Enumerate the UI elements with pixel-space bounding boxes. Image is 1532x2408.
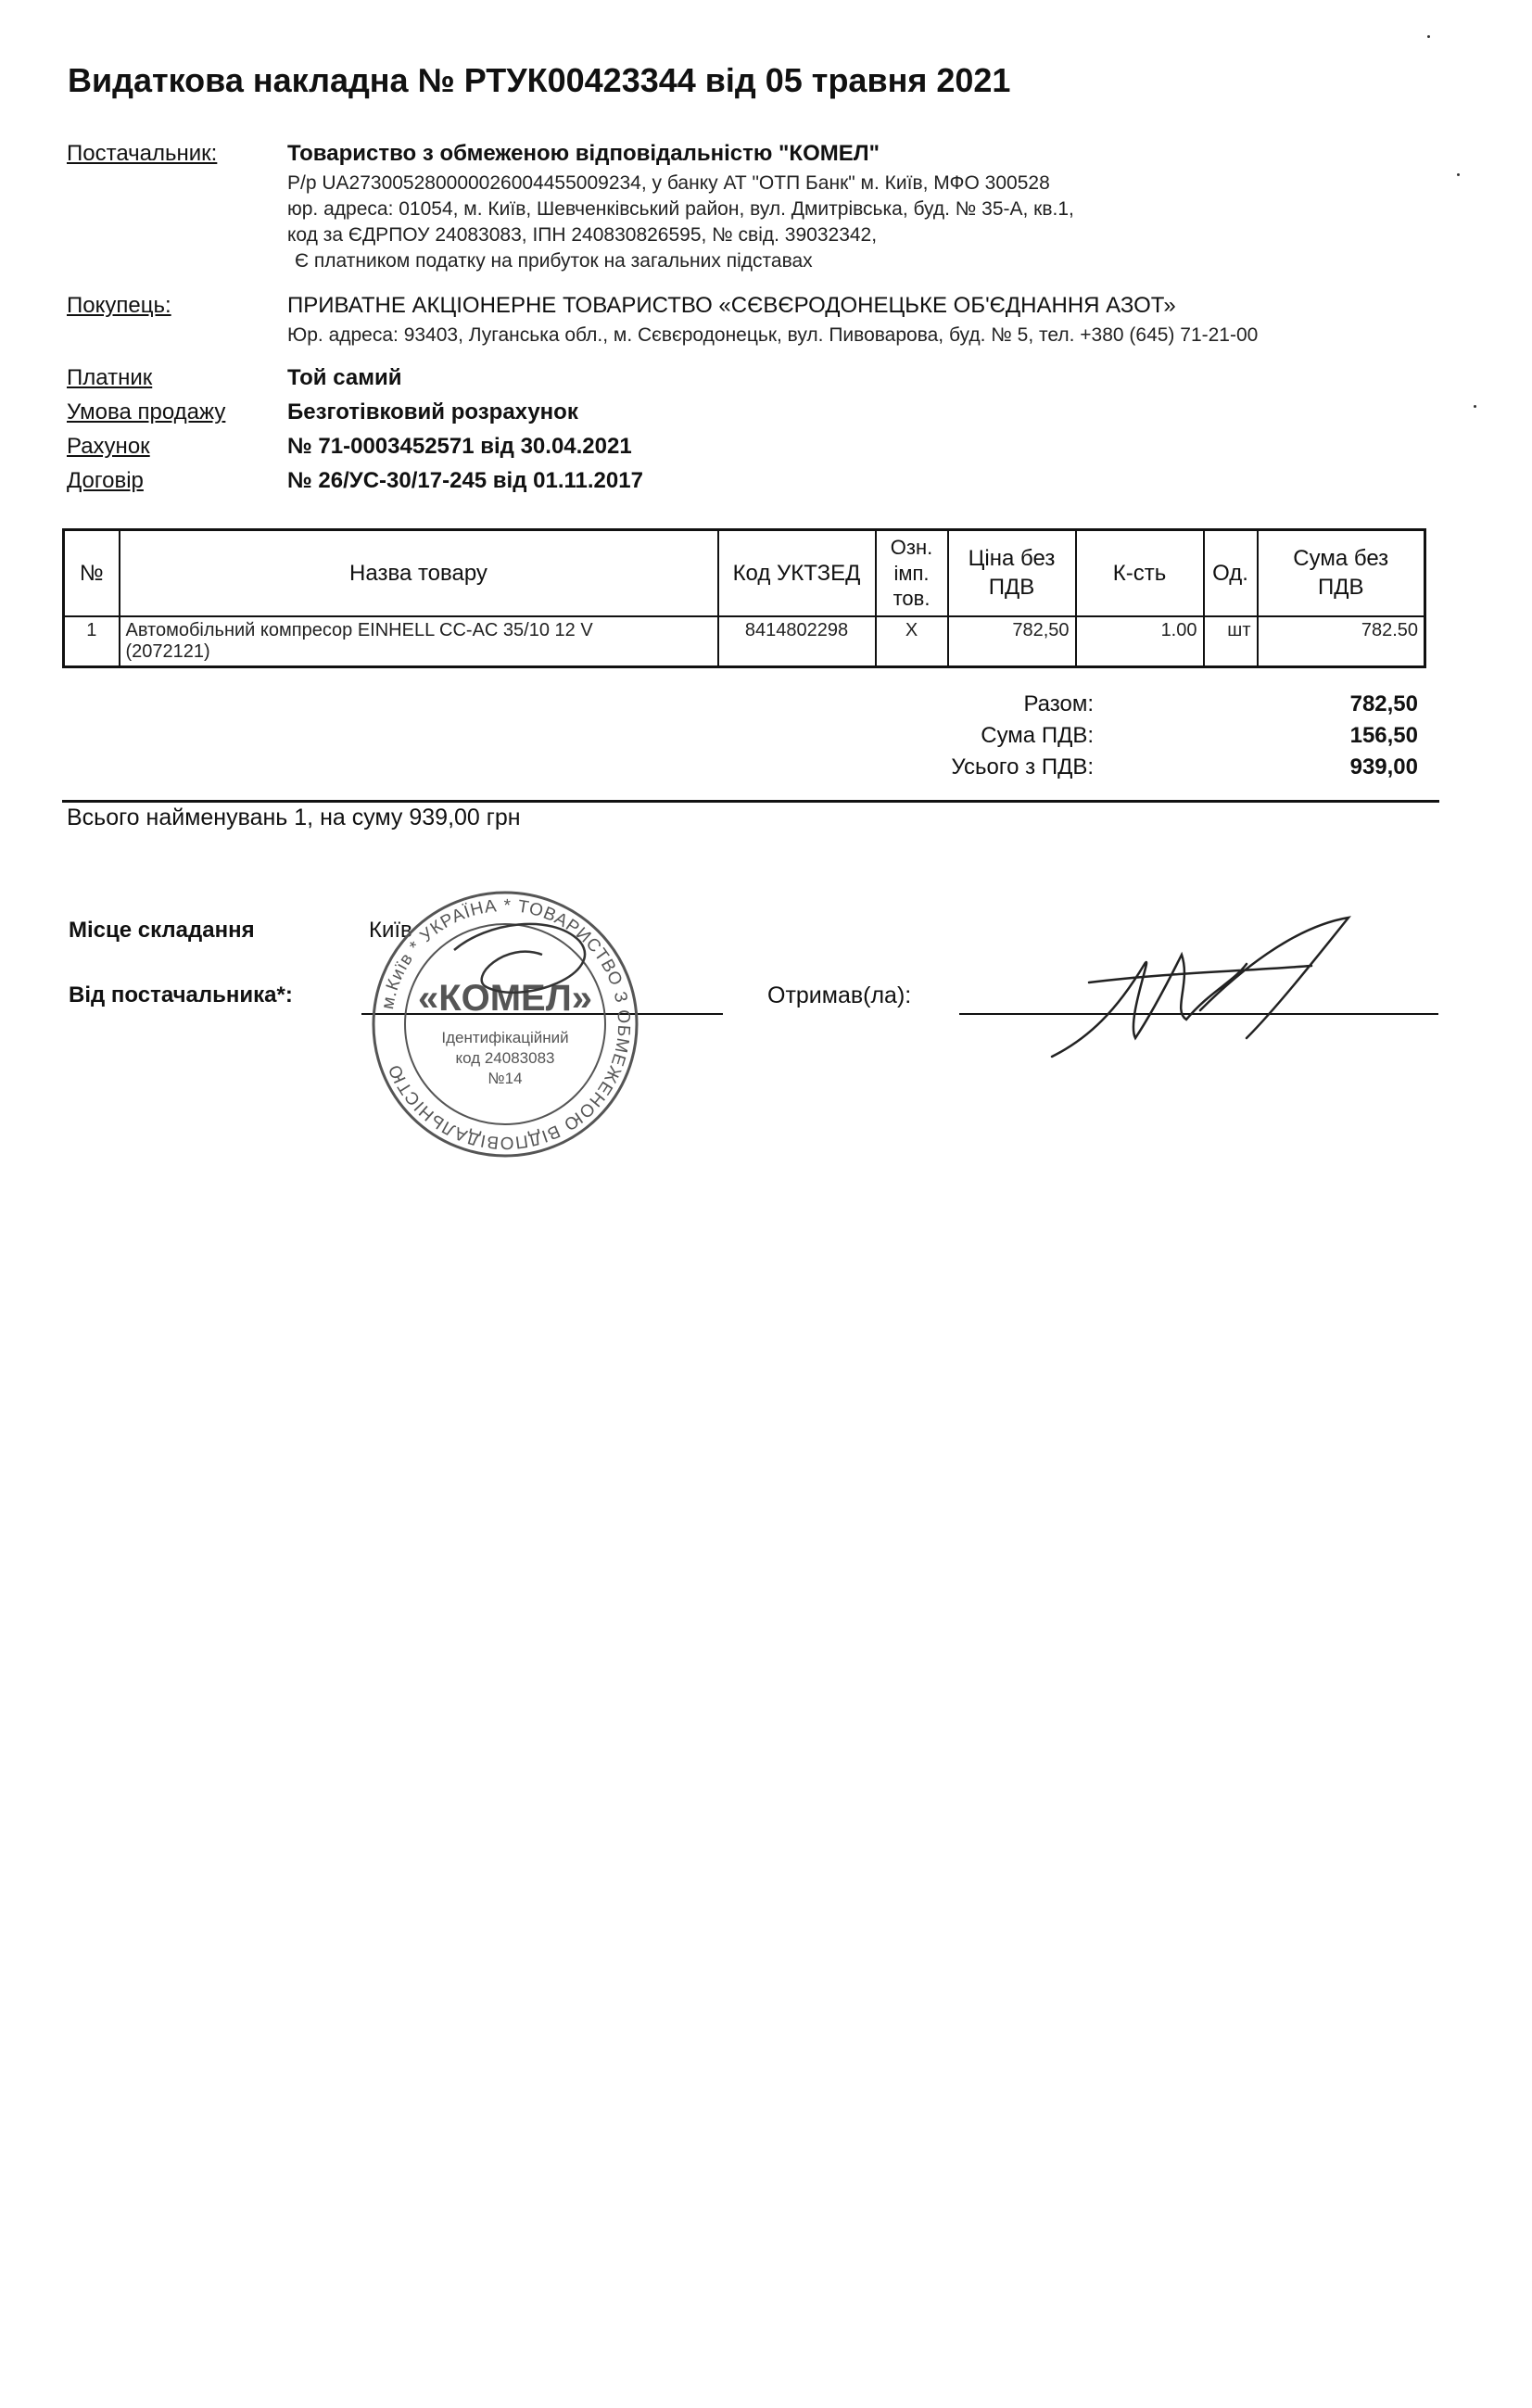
vat-value: 156,50	[1349, 723, 1418, 748]
stamp-outer-text: м.Київ * УКРАЇНА * ТОВАРИСТВО З ОБМЕЖЕНОЮ ВІДПОВІДАЛЬНІСТЮ	[378, 895, 634, 1153]
totals-divider	[62, 800, 1439, 803]
sale-terms-value: Безготівковий розрахунок	[287, 399, 578, 425]
row-number: 1	[64, 616, 120, 667]
payer-value: Той самий	[287, 365, 402, 390]
col-import-header-l2: імп.	[893, 561, 930, 585]
buyer-label: Покупець:	[67, 293, 171, 318]
supplier-label: Постачальник:	[67, 141, 218, 166]
row-import-flag: X	[876, 616, 948, 667]
receiver-signature-scribble	[1052, 918, 1348, 1057]
summary-text: Всього найменувань 1, на суму 939,00 грн	[67, 805, 521, 830]
col-price-header-l1: Ціна без	[968, 546, 1056, 572]
row-code: 8414802298	[718, 616, 876, 667]
col-sum-header	[1258, 530, 1425, 616]
col-number-header: №	[64, 530, 120, 616]
col-price-header	[948, 530, 1076, 616]
from-supplier-label: Від постачальника*:	[69, 982, 293, 1008]
payer-label: Платник	[67, 365, 153, 390]
invoice-label: Рахунок	[67, 434, 150, 459]
supplier-codes-line: код за ЄДРПОУ 24083083, ІПН 240830826595, № свід. 39032342,	[287, 224, 878, 246]
stamp-center-text: «КОМЕЛ»	[417, 978, 593, 1019]
col-name-header: Назва товару	[120, 530, 718, 616]
row-product-name-l2: (2072121)	[125, 640, 210, 662]
table-row	[64, 616, 1425, 667]
sale-terms-label: Умова продажу	[67, 399, 226, 425]
col-import-header-l3: тов.	[893, 587, 931, 610]
col-sum-header-l2: ПДВ	[1317, 575, 1364, 601]
place-label: Місце складання	[69, 918, 255, 943]
total-value: 939,00	[1349, 754, 1418, 779]
supplier-tax-line: Є платником податку на прибуток на загальних підставах	[295, 250, 813, 272]
subtotal-value: 782,50	[1349, 691, 1418, 716]
items-table	[62, 528, 1426, 668]
contract-value: № 26/УС-30/17-245 від 01.11.2017	[287, 468, 643, 493]
row-unit: шт	[1204, 616, 1258, 667]
vat-label: Сума ПДВ:	[981, 723, 1094, 748]
stamp-code-line: код 24083083	[455, 1049, 555, 1067]
subtotal-label: Разом:	[1023, 691, 1094, 716]
row-product-name	[120, 616, 718, 667]
row-price: 782,50	[948, 616, 1076, 667]
supplier-name: Товариство з обмеженою відповідальністю "КОМЕЛ"	[287, 141, 880, 166]
stamp-number-line: №14	[487, 1070, 523, 1087]
col-qty-header: К-сть	[1076, 530, 1204, 616]
company-stamp	[366, 885, 644, 1163]
total-label: Усього з ПДВ:	[951, 754, 1094, 779]
col-sum-header-l1: Сума без	[1293, 546, 1389, 572]
col-code-header: Код УКТЗЕД	[718, 530, 876, 616]
stamp-id-line: Ідентифікаційний	[441, 1029, 569, 1046]
row-sum: 782.50	[1258, 616, 1425, 667]
col-price-header-l2: ПДВ	[988, 575, 1035, 601]
invoice-value: № 71-0003452571 від 30.04.2021	[287, 434, 632, 459]
buyer-address: Юр. адреса: 93403, Луганська обл., м. Сєвєродонецьк, вул. Пивоварова, буд. № 5, тел. +380 (645) 71-21-00	[287, 324, 1259, 346]
col-unit-header: Од.	[1204, 530, 1258, 616]
place-value: Київ	[369, 918, 412, 943]
col-import-header-l1: Озн.	[890, 536, 933, 559]
receiver-signature	[1033, 908, 1367, 1066]
supplier-address-line: юр. адреса: 01054, м. Київ, Шевченківський район, вул. Дмитрівська, буд. № 35-А, кв.1,	[287, 198, 1074, 220]
scan-speck	[1474, 405, 1476, 408]
col-import-header	[876, 530, 948, 616]
table-header-row	[64, 530, 1425, 616]
supplier-bank-line: Р/р UA273005280000026004455009234, у банку АТ "ОТП Банк" м. Київ, МФО 300528	[287, 172, 1050, 194]
row-qty: 1.00	[1076, 616, 1204, 667]
received-label: Отримав(ла):	[767, 982, 912, 1008]
buyer-name: ПРИВАТНЕ АКЦІОНЕРНЕ ТОВАРИСТВО «СЄВЄРОДОНЕЦЬКЕ ОБ'ЄДНАННЯ АЗОТ»	[287, 293, 1176, 318]
row-product-name-l1: Автомобільний компресор EINHELL CC-AC 35/10 12 V	[125, 619, 593, 640]
document-title: Видаткова накладна № РТУК00423344 від 05 травня 2021	[68, 61, 1011, 99]
scan-speck	[1427, 35, 1430, 38]
scan-speck	[1457, 173, 1460, 176]
contract-label: Договір	[67, 468, 144, 493]
